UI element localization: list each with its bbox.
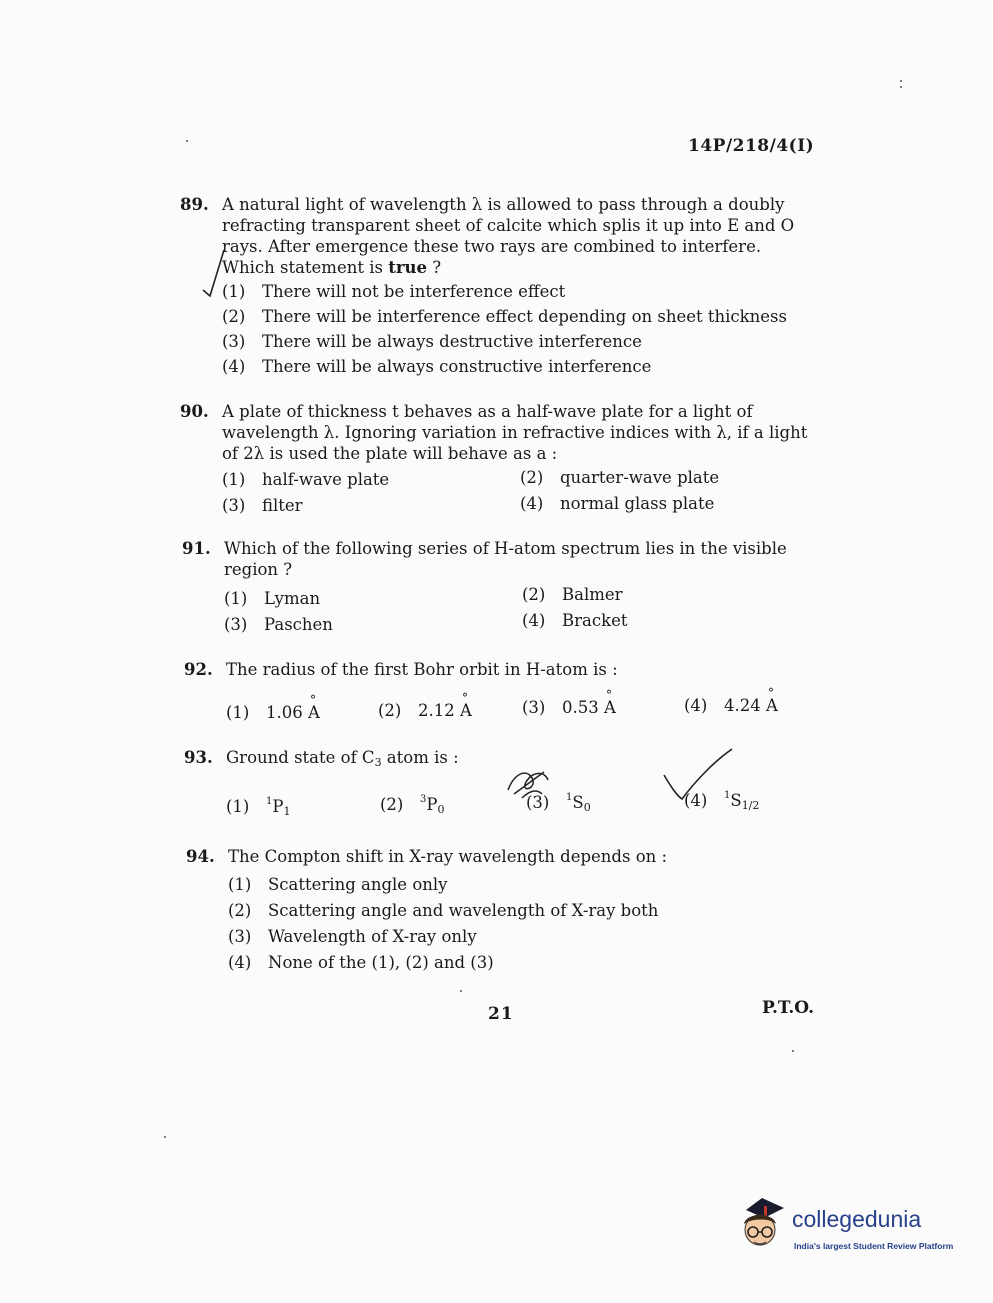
option-4: (4) There will be always constructive interference <box>222 357 652 376</box>
scan-speck <box>900 86 902 88</box>
option-2: (2) $^3P_0$ <box>380 794 445 816</box>
question-number: 91. <box>182 539 211 558</box>
question-92 <box>184 659 816 722</box>
option-3: (3) $^1S_0$ <box>526 792 591 814</box>
question-89 <box>180 194 812 376</box>
scan-speck <box>900 80 902 82</box>
question-stem: A plate of thickness t behaves as a half-wave plate for a light of wavelength λ. Ignoring variation in refractive indices with λ, if a light of 2λ is used the plate will behave as a : <box>222 402 808 463</box>
option-3: (3) There will be always destructive interference <box>222 332 642 351</box>
angstrom-unit: ° A <box>766 695 778 716</box>
angstrom-unit: ° A <box>604 697 616 718</box>
option-2: (2) 2.12 ° A <box>378 700 472 721</box>
option-2: (2) Balmer <box>522 585 623 604</box>
option-3: (3) 0.53 ° A <box>522 697 616 718</box>
question-stem: A natural light of wavelength λ is allowed to pass through a doubly refracting transparent sheet of calcite which splis it up into E and O rays. After emergence these two rays are combined to interfere. Which statement is true ? <box>222 195 795 277</box>
option-4: (4) 4.24 ° A <box>684 695 778 716</box>
option-1: (1) There will not be interference effect <box>222 282 566 301</box>
option-4: (4) normal glass plate <box>520 494 715 513</box>
logo-tagline: India's largest Student Review Platform <box>794 1241 954 1251</box>
handwritten-tick-icon <box>660 745 738 805</box>
option-1: (1) half-wave plate <box>222 470 390 489</box>
option-1: (1) 1.06 ° A <box>226 702 320 723</box>
question-stem: The Compton shift in X-ray wavelength depends on : <box>228 847 668 866</box>
question-number: 89. <box>180 195 209 214</box>
page-number: 21 <box>488 1004 514 1024</box>
question-number: 93. <box>184 748 213 767</box>
handwritten-tick-icon <box>200 246 230 302</box>
scan-speck <box>460 990 462 992</box>
scribble-mark-icon <box>504 764 554 804</box>
question-stem: The radius of the first Bohr orbit in H-atom is : <box>226 660 618 679</box>
option-1: (1) Scattering angle only <box>228 875 448 894</box>
scan-speck <box>164 1136 166 1138</box>
option-1: (1) Lyman <box>224 589 321 608</box>
question-90 <box>180 401 812 515</box>
scan-speck <box>186 140 188 142</box>
option-1: (1) $^1P_1$ <box>226 796 291 818</box>
option-3: (3) Wavelength of X-ray only <box>228 927 477 946</box>
question-stem: Which of the following series of H-atom spectrum lies in the visible region ? <box>224 539 787 579</box>
angstrom-unit: ° A <box>460 700 472 721</box>
option-2: (2) quarter-wave plate <box>520 468 720 487</box>
mascot-icon <box>734 1196 790 1260</box>
question-91 <box>182 538 814 634</box>
question-number: 92. <box>184 660 213 679</box>
collegedunia-logo <box>734 1196 964 1266</box>
option-4: (4) None of the (1), (2) and (3) <box>228 953 494 972</box>
logo-wordmark: collegedunia <box>792 1206 922 1232</box>
option-2: (2) There will be interference effect depending on sheet thickness <box>222 307 787 326</box>
scan-speck <box>792 1050 794 1052</box>
option-2: (2) Scattering angle and wavelength of X-ray both <box>228 901 659 920</box>
option-3: (3) filter <box>222 496 303 515</box>
paper-code: 14P/218/4(I) <box>688 136 815 156</box>
question-94 <box>186 846 818 972</box>
question-number: 90. <box>180 402 209 421</box>
option-4: (4) $^1S_{1/2}$ <box>684 790 760 812</box>
question-stem: Ground state of $C_3$ atom is : <box>226 748 459 769</box>
option-3: (3) Paschen <box>224 615 333 634</box>
question-number: 94. <box>186 847 215 866</box>
pto-label: P.T.O. <box>762 998 814 1018</box>
angstrom-unit: ° A <box>308 702 320 723</box>
option-4: (4) Bracket <box>522 611 628 630</box>
